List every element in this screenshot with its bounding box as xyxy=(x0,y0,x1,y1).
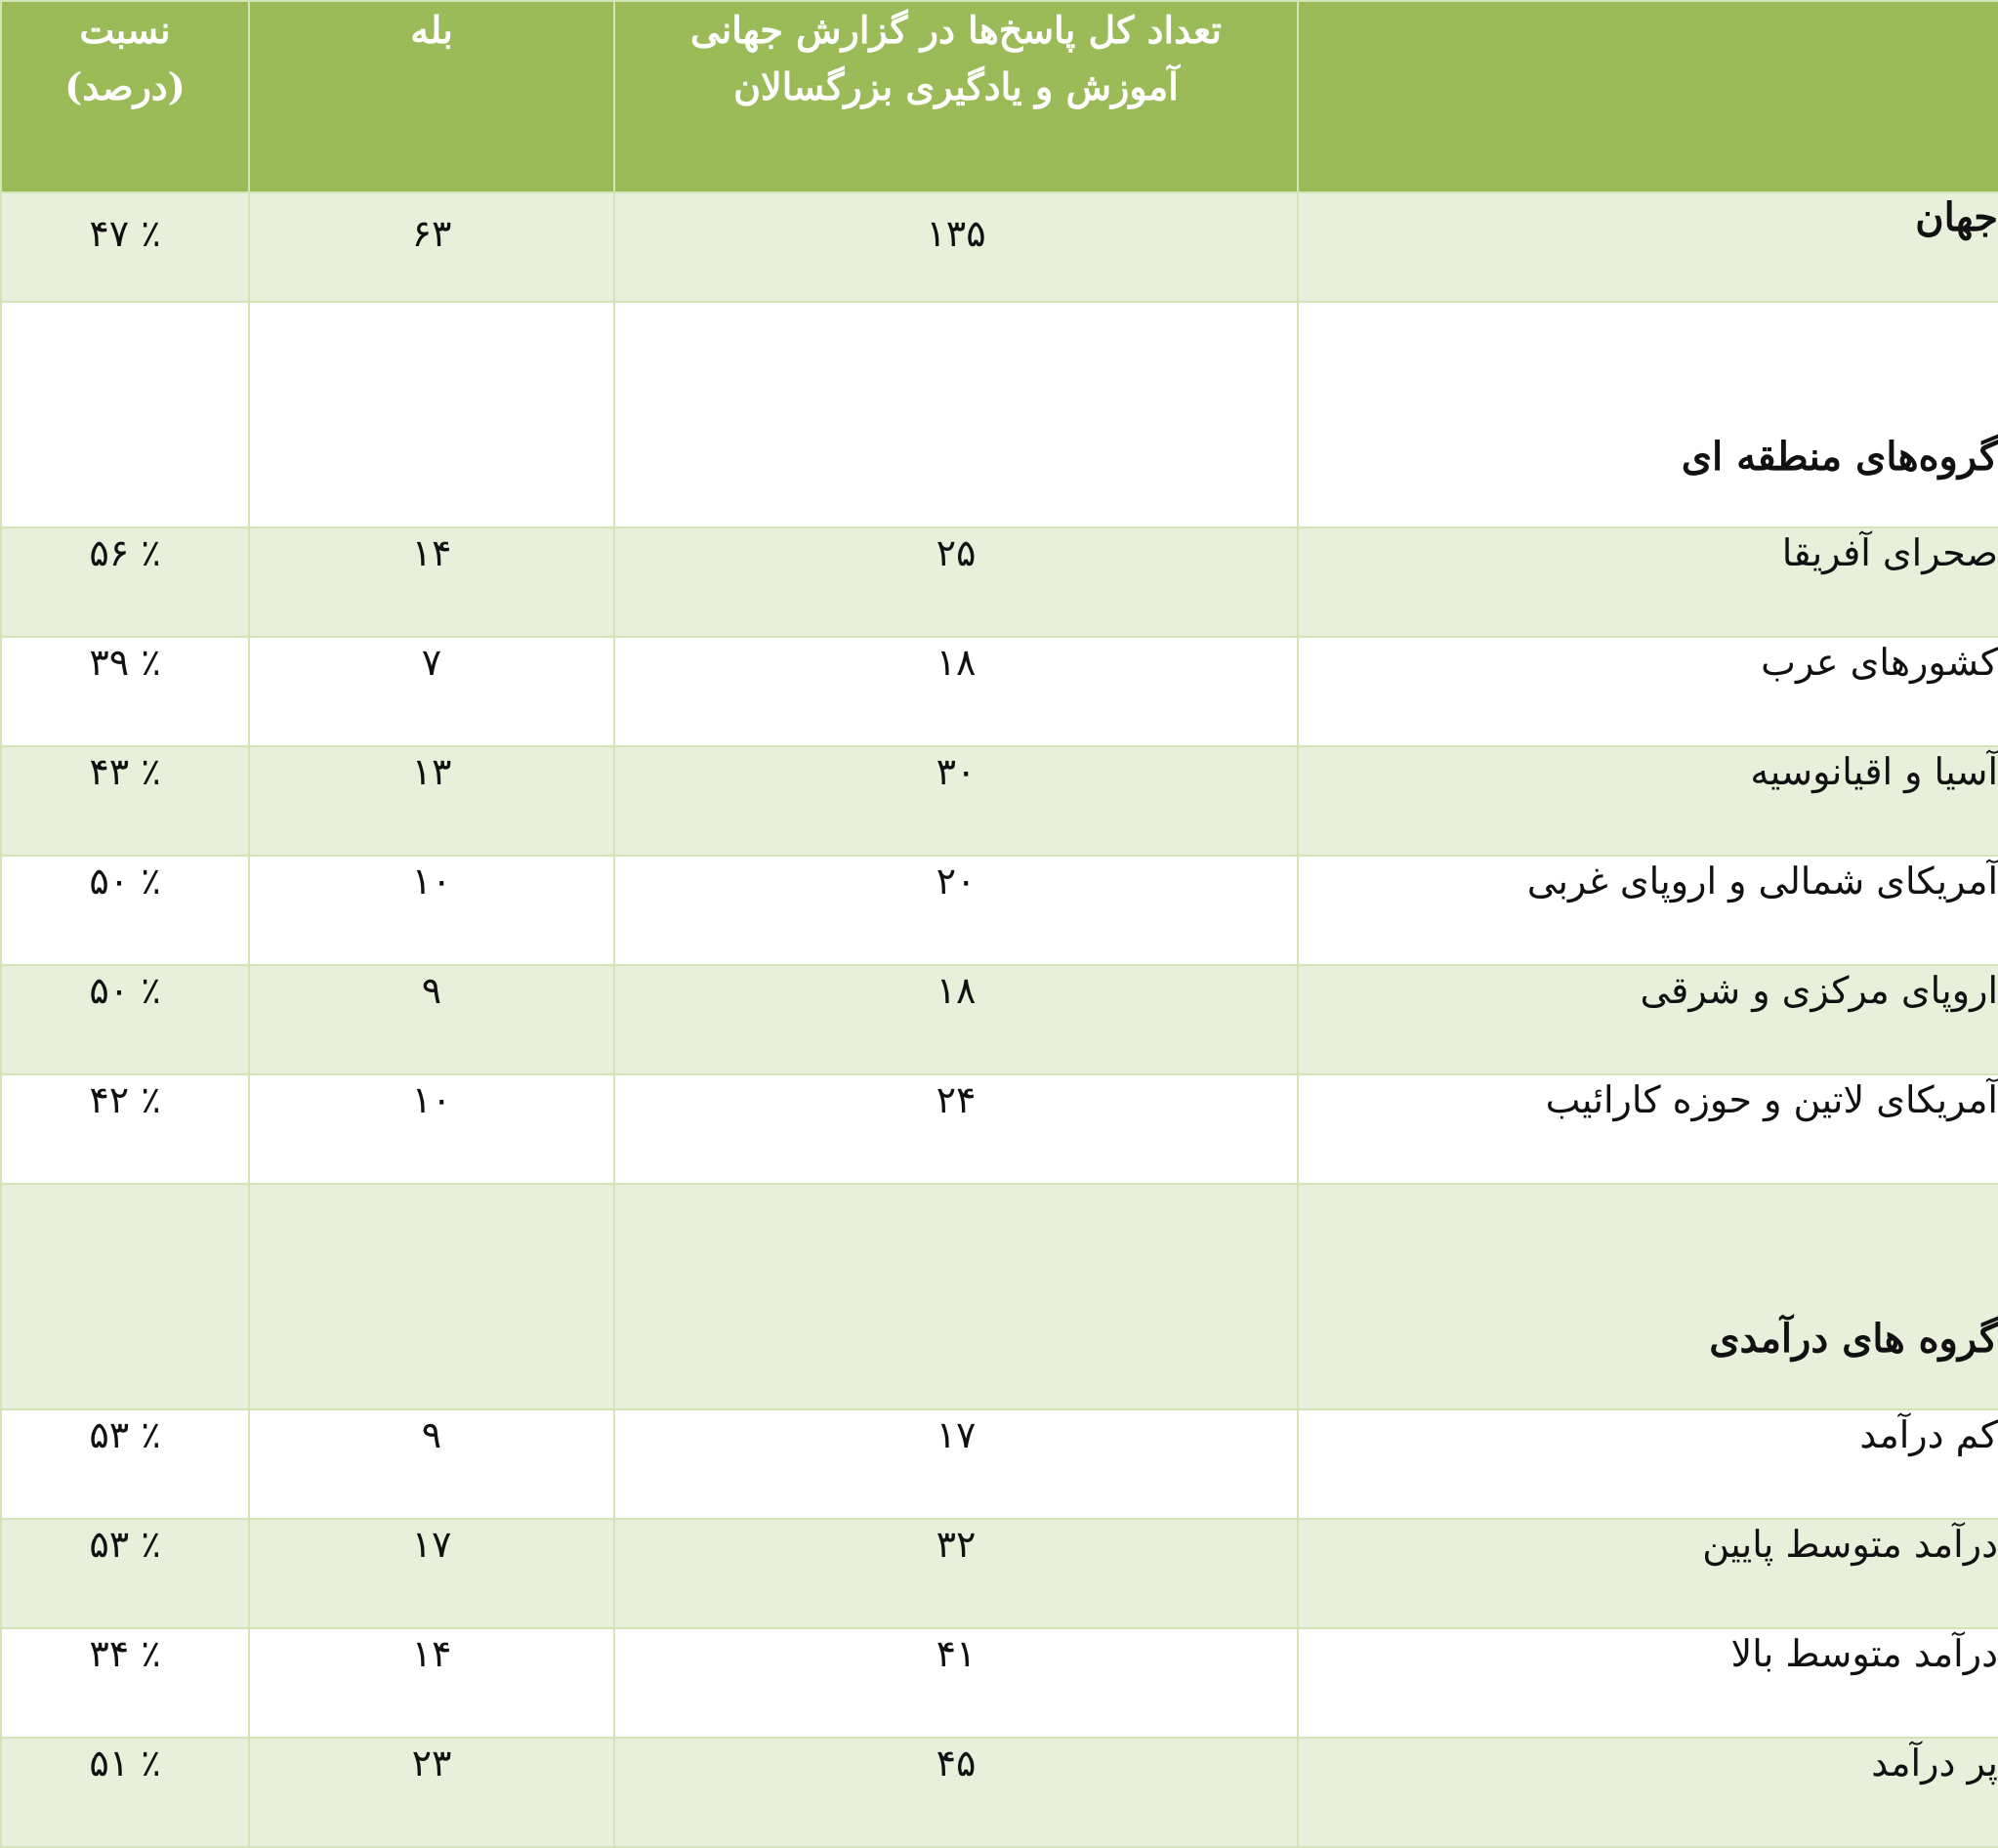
world-yes: ۶۳ xyxy=(249,192,614,302)
header-ratio-line1: نسبت xyxy=(79,8,171,52)
row-yes: ۱۰ xyxy=(249,856,614,965)
empty-cell xyxy=(249,302,614,527)
row-yes: ۱۳ xyxy=(249,746,614,856)
row-yes: ۱۷ xyxy=(249,1519,614,1628)
row-yes: ۱۴ xyxy=(249,527,614,637)
row-label: اروپای مرکزی و شرقی xyxy=(1298,965,1998,1074)
row-total: ۴۱ xyxy=(614,1628,1298,1738)
regional-heading: گروه‌های منطقه ای xyxy=(1298,302,1998,527)
empty-cell xyxy=(614,302,1298,527)
table-row-world xyxy=(1,192,1998,302)
row-ratio: ٪ ۵۰ xyxy=(1,965,249,1074)
row-label: درآمد متوسط پایین xyxy=(1298,1519,1998,1628)
section-row-regional xyxy=(1,302,1998,527)
header-yes: بله xyxy=(249,1,614,192)
header-ratio xyxy=(1,1,249,192)
row-ratio: ٪ ۵۰ xyxy=(1,856,249,965)
row-ratio: ٪ ۵۶ xyxy=(1,527,249,637)
row-ratio: ٪ ۵۳ xyxy=(1,1409,249,1519)
table-row xyxy=(1,965,1998,1074)
world-label: جهان xyxy=(1298,192,1998,302)
header-region xyxy=(1298,1,1998,192)
row-label: آمریکای شمالی و اروپای غربی xyxy=(1298,856,1998,965)
row-yes: ۱۴ xyxy=(249,1628,614,1738)
table-row xyxy=(1,1628,1998,1738)
row-yes: ۱۰ xyxy=(249,1074,614,1184)
empty-cell xyxy=(1,1184,249,1409)
empty-cell xyxy=(249,1184,614,1409)
empty-cell xyxy=(1,302,249,527)
row-total: ۳۰ xyxy=(614,746,1298,856)
row-ratio: ٪ ۴۳ xyxy=(1,746,249,856)
row-total: ۲۰ xyxy=(614,856,1298,965)
header-ratio-line2: (درصد) xyxy=(64,64,186,108)
header-row xyxy=(1,1,1998,192)
world-ratio: ٪ ۴۷ xyxy=(1,192,249,302)
row-label: صحرای آفریقا xyxy=(1298,527,1998,637)
row-total: ۲۴ xyxy=(614,1074,1298,1184)
section-row-income xyxy=(1,1184,1998,1409)
table-row xyxy=(1,746,1998,856)
row-yes: ۷ xyxy=(249,637,614,746)
row-total: ۴۵ xyxy=(614,1738,1298,1847)
row-total: ۳۲ xyxy=(614,1519,1298,1628)
world-total: ۱۳۵ xyxy=(614,192,1298,302)
row-label: پر درآمد xyxy=(1298,1738,1998,1847)
row-total: ۱۸ xyxy=(614,965,1298,1074)
table-row xyxy=(1,856,1998,965)
table-row xyxy=(1,1409,1998,1519)
row-ratio: ٪ ۳۴ xyxy=(1,1628,249,1738)
row-ratio: ٪ ۴۲ xyxy=(1,1074,249,1184)
header-total: تعداد کل پاسخ‌ها در گزارش جهانی آموزش و یادگیری بزرگسالان xyxy=(614,1,1298,192)
row-label: آسیا و اقیانوسیه xyxy=(1298,746,1998,856)
income-heading: گروه های درآمدی xyxy=(1298,1184,1998,1409)
row-label: کم درآمد xyxy=(1298,1409,1998,1519)
table-row xyxy=(1,1519,1998,1628)
empty-cell xyxy=(614,1184,1298,1409)
row-label: درآمد متوسط بالا xyxy=(1298,1628,1998,1738)
row-label: کشورهای عرب xyxy=(1298,637,1998,746)
row-total: ۱۷ xyxy=(614,1409,1298,1519)
row-total: ۲۵ xyxy=(614,527,1298,637)
row-total: ۱۸ xyxy=(614,637,1298,746)
row-yes: ۲۳ xyxy=(249,1738,614,1847)
row-yes: ۹ xyxy=(249,1409,614,1519)
table-row xyxy=(1,637,1998,746)
row-ratio: ٪ ۵۳ xyxy=(1,1519,249,1628)
row-yes: ۹ xyxy=(249,965,614,1074)
row-ratio: ٪ ۵۱ xyxy=(1,1738,249,1847)
table-row xyxy=(1,1738,1998,1847)
row-ratio: ٪ ۳۹ xyxy=(1,637,249,746)
row-label: آمریکای لاتین و حوزه کارائیب xyxy=(1298,1074,1998,1184)
table-row xyxy=(1,527,1998,637)
table-row xyxy=(1,1074,1998,1184)
